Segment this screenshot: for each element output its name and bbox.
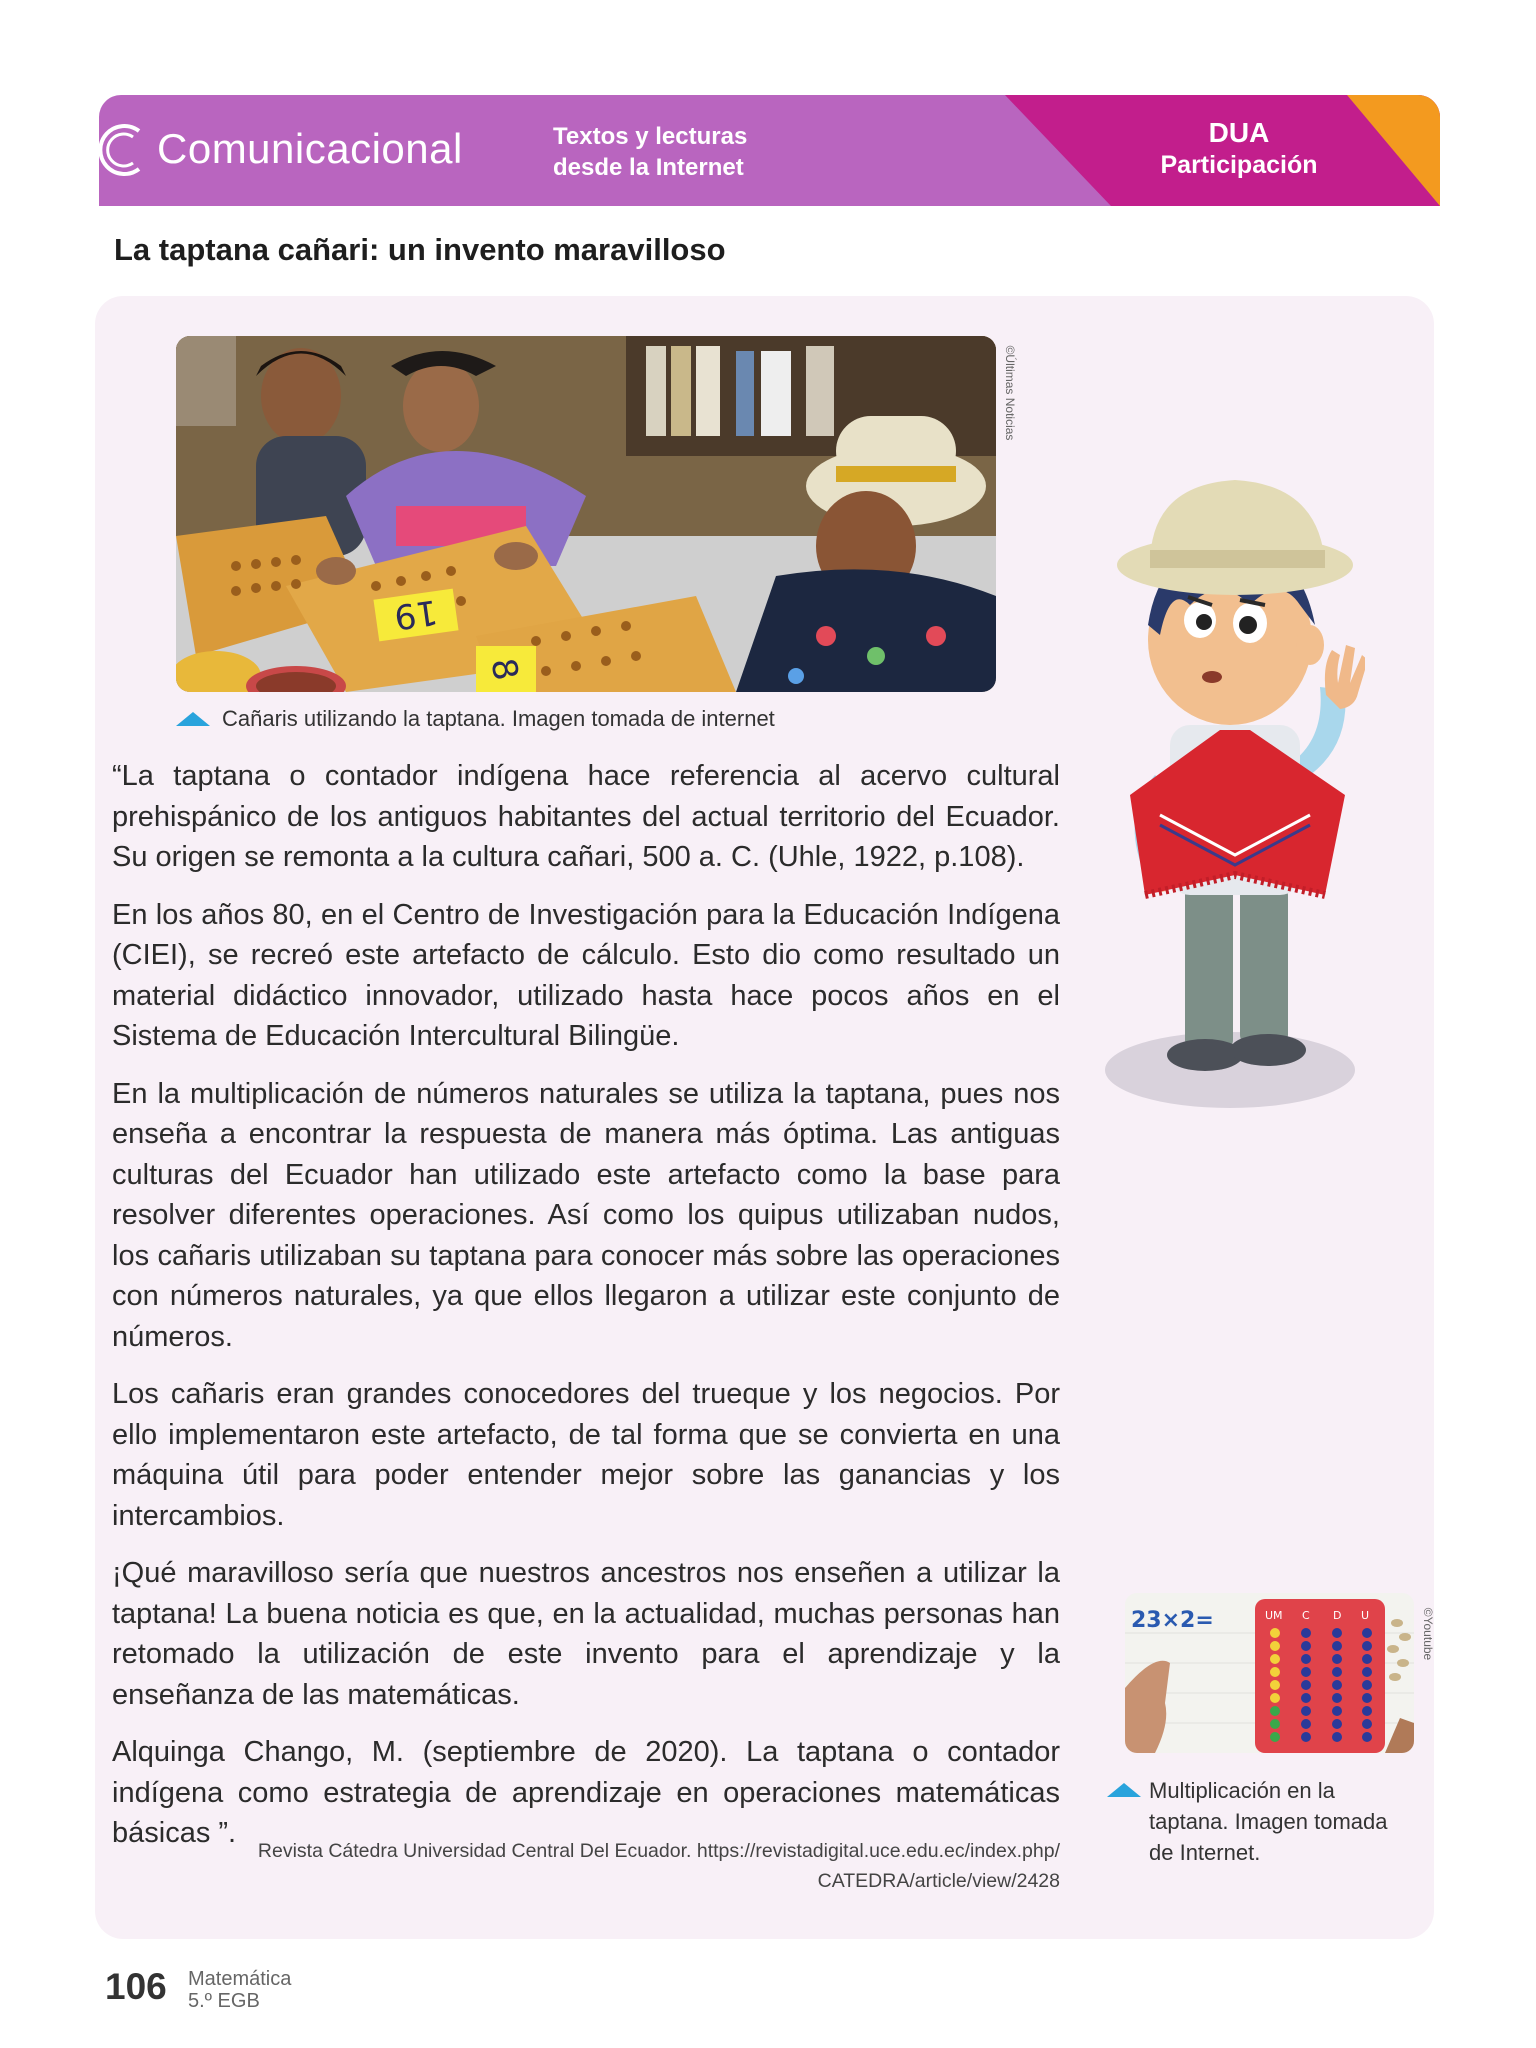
- taptana-peg: [1270, 1641, 1280, 1651]
- dua-sub: Participación: [1160, 151, 1318, 179]
- photo2-caption-line-3: de Internet.: [1149, 1840, 1261, 1865]
- source-line-1: Revista Cátedra Universidad Central Del Ecuador. https://revistadigital.uce.edu.ec/index.php/: [257, 1840, 1060, 1862]
- taptana-peg: [1332, 1732, 1342, 1742]
- taptana-peg: [1301, 1680, 1311, 1690]
- photo2-caption-text: [1149, 1775, 1439, 1868]
- taptana-peg: [1270, 1680, 1280, 1690]
- dua-label: DUA: [1208, 117, 1270, 148]
- photo2-caption-line-1: Multiplicación en la: [1149, 1778, 1335, 1803]
- photo1-caption: [176, 706, 775, 732]
- dua-badge: [1159, 117, 1319, 181]
- taptana-peg: [1362, 1693, 1372, 1703]
- taptana-peg: [1332, 1706, 1342, 1716]
- taptana-peg: [1332, 1667, 1342, 1677]
- taptana-peg: [1362, 1732, 1372, 1742]
- source-line-2: CATEDRA/article/view/2428: [817, 1870, 1060, 1892]
- taptana-peg: [1270, 1706, 1280, 1716]
- caption-triangle-icon: [1107, 1783, 1141, 1797]
- paragraph-4: Los cañaris eran grandes conocedores del trueque y los negocios. Por ello implementaron este artefacto, de tal forma que se convierta en una máquina útil para poder entender mejor sobre las ganancias y los intercambios.: [112, 1378, 1060, 1532]
- equation-text: 23×2=: [1131, 1608, 1214, 1633]
- taptana-peg: [1270, 1732, 1280, 1742]
- taptana-multiplication-photo: [1125, 1593, 1414, 1753]
- taptana-peg: [1301, 1628, 1311, 1638]
- taptana-peg: [1301, 1732, 1311, 1742]
- taptana-peg: [1301, 1693, 1311, 1703]
- taptana-peg: [1362, 1667, 1372, 1677]
- paragraph-5: ¡Qué maravilloso sería que nuestros ancestros nos enseñen a utilizar la taptana! La buena noticia es que, en la actualidad, muchas personas han retomado la utilización de este invento para el aprendizaje y la enseñanza de las matemáticas.: [112, 1557, 1060, 1711]
- board-number-19: 19: [391, 591, 441, 637]
- canari-boy-illustration: [1100, 455, 1365, 1110]
- taptana-peg: [1301, 1641, 1311, 1651]
- paragraph-3: En la multiplicación de números naturales se utiliza la taptana, pues nos enseña a encontrar la respuesta de manera más óptima. Las antiguas culturas del Ecuador han utilizado este artefacto como la base para resolver diferentes operaciones. Así como los quipus utilizaban nudos, los cañaris utilizaban su taptana para conocer más sobre las operaciones con números naturales, ya que ellos llegaron a utilizar este conjunto de números.: [112, 1077, 1060, 1353]
- taptana-peg: [1362, 1654, 1372, 1664]
- col-label-d: D: [1333, 1609, 1342, 1622]
- footer-subject-name: Matemática: [188, 1968, 292, 1990]
- section-subtitle: [553, 121, 747, 183]
- taptana-peg: [1362, 1719, 1372, 1729]
- photo2-credit: ©Youtube: [1421, 1607, 1435, 1661]
- comunicacional-c-icon: [99, 117, 143, 183]
- taptana-peg: [1270, 1667, 1280, 1677]
- caption-triangle-icon: [176, 712, 210, 726]
- taptana-peg: [1362, 1706, 1372, 1716]
- board-number-8: 8: [482, 655, 526, 684]
- col-label-um: UM: [1265, 1609, 1283, 1622]
- taptana-peg: [1301, 1706, 1311, 1716]
- article-body: [112, 756, 1060, 1864]
- paragraph-2: En los años 80, en el Centro de Investigación para la Educación Indígena (CIEI), se recreó este artefacto de cálculo. Esto dio como resultado un material didáctico innovador, utilizado hasta hace pocos años en el Sistema de Educación Intercultural Bilingüe.: [112, 898, 1060, 1052]
- photo1-caption-text: Cañaris utilizando la taptana. Imagen tomada de internet: [222, 706, 775, 731]
- source-reference: [112, 1836, 1060, 1896]
- multiplication-illustration: [1125, 1593, 1414, 1753]
- page-number: 106: [105, 1966, 167, 2007]
- subtitle-line-1: Textos y lecturas: [553, 123, 748, 150]
- section-header: [99, 95, 1440, 206]
- taptana-peg: [1362, 1680, 1372, 1690]
- footer-subject: [188, 1968, 291, 2012]
- taptana-peg: [1332, 1693, 1342, 1703]
- section-title: Comunicacional: [157, 125, 463, 172]
- taptana-peg: [1301, 1719, 1311, 1729]
- taptana-peg: [1332, 1719, 1342, 1729]
- taptana-peg: [1301, 1667, 1311, 1677]
- taptana-peg: [1270, 1654, 1280, 1664]
- subtitle-line-2: desde la Internet: [553, 154, 744, 181]
- taptana-peg: [1270, 1719, 1280, 1729]
- col-label-u: U: [1361, 1609, 1370, 1622]
- paragraph-1: “La taptana o contador indígena hace referencia al acervo cultural prehispánico de los antiguos habitantes del actual territorio del Ecuador. Su origen se remonta a la cultura cañari, 500 a. C. (Uhle, 1922, p.108).: [112, 760, 1060, 873]
- taptana-peg: [1332, 1680, 1342, 1690]
- photo1-credit: ©Últimas Noticias: [1003, 345, 1017, 441]
- classroom-illustration: [176, 336, 996, 692]
- taptana-peg: [1332, 1641, 1342, 1651]
- taptana-classroom-photo: [176, 336, 996, 692]
- taptana-peg: [1362, 1628, 1372, 1638]
- taptana-peg: [1362, 1641, 1372, 1651]
- taptana-peg: [1332, 1628, 1342, 1638]
- taptana-peg: [1301, 1654, 1311, 1664]
- taptana-peg: [1270, 1693, 1280, 1703]
- citation-paragraph: Alquinga Chango, M. (septiembre de 2020). La taptana o contador indígena como estrategia de aprendizaje en operaciones matemáticas básicas ”.: [112, 1736, 1060, 1849]
- col-label-c: C: [1302, 1609, 1310, 1622]
- photo2-caption-line-2: taptana. Imagen tomada: [1149, 1809, 1388, 1834]
- taptana-peg: [1270, 1628, 1280, 1638]
- taptana-peg: [1332, 1654, 1342, 1664]
- footer-grade: 5.º EGB: [188, 1990, 260, 2012]
- page-title: La taptana cañari: un invento maravilloso: [114, 232, 726, 267]
